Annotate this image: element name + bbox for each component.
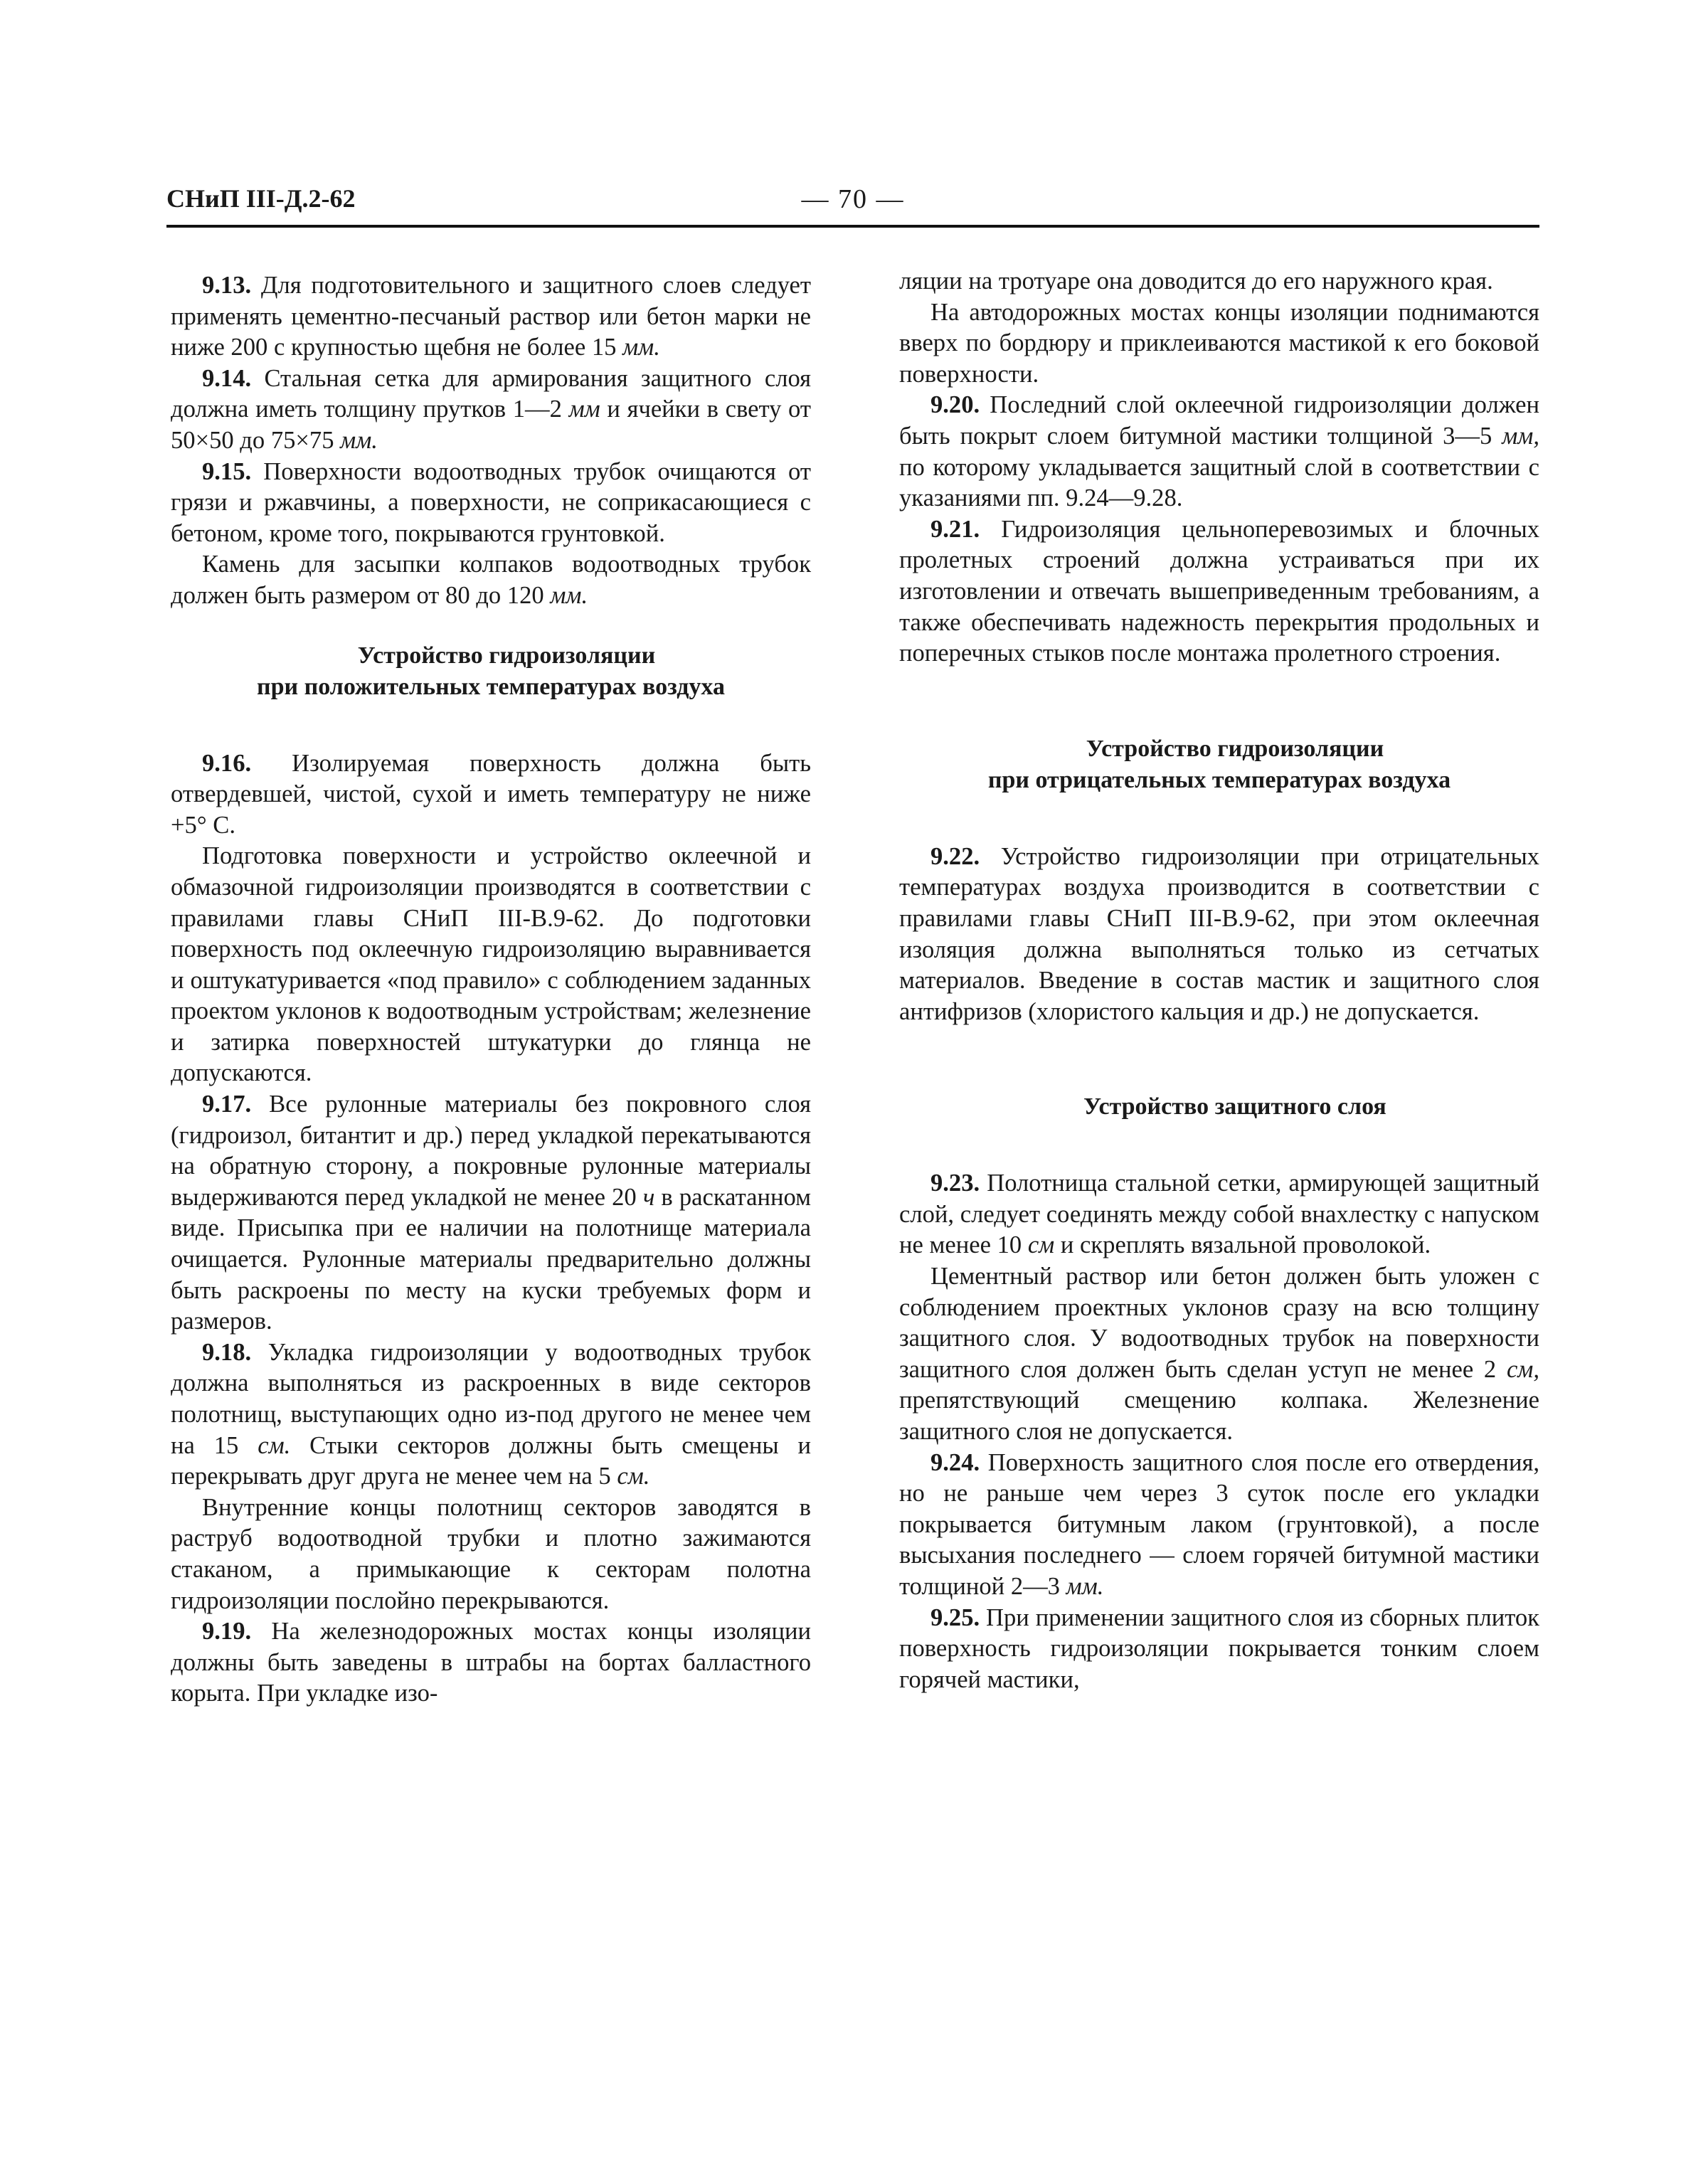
paragraph-text: Изолируемая поверхность должна быть отвердевшей, чистой, сухой и иметь температуру не ниже +5° С.	[171, 749, 811, 839]
header-rule	[166, 225, 1539, 228]
document-code: СНиП III-Д.2-62	[166, 184, 356, 213]
paragraph-text: Устройство гидроизоляции при отрицательных температурах воздуха производится в соответствии с правилами главы СНиП III-В.9-62, при этом оклеечная изоляция должна выполняться только из сетчатых материалов. Введение в состав мастик и защитного слоя антифризов (хлористого кальция и др.) не допускается.	[899, 842, 1539, 1025]
unit: мм,	[1502, 422, 1539, 450]
paragraph-9-19-continued	[899, 266, 1539, 297]
right-column	[899, 266, 1539, 1695]
paragraph-text: На железнодорожных мостах концы изоляции должны быть заведены в штрабы на бортах балластного корыта. При укладке изо-	[171, 1618, 811, 1707]
paragraph-number: 9.15.	[202, 457, 252, 485]
paragraph-9-13	[171, 270, 811, 364]
paragraph-number: 9.16.	[202, 749, 252, 777]
paragraph-number: 9.18.	[202, 1338, 252, 1366]
paragraph-text: препятствующий смещению колпака. Железнение защитного слоя не допускается.	[899, 1387, 1539, 1446]
paragraph-text: по которому укладывается защитный слой в соответствии с указаниями пп. 9.24—9.28.	[899, 453, 1539, 512]
paragraph-number: 9.13.	[202, 272, 252, 299]
paragraph-text: Подготовка поверхности и устройство оклеечной и обмазочной гидроизоляции производятся в соответствии с правилами главы СНиП III-В.9-62. До подготовки поверхность под оклеечную гидроизоляцию выравнивается и оштукатуривается «под правило» с соблюдением заданных проектом уклонов к водоотводным устройствам; железнение и затирка поверхностей штукатурки до глянца не допускаются.	[171, 842, 811, 1087]
heading-line: при отрицательных температурах воздуха	[987, 766, 1451, 793]
paragraph-9-19	[171, 1616, 811, 1709]
paragraph-number: 9.14.	[202, 364, 252, 392]
unit: см.	[258, 1431, 291, 1459]
page-header	[166, 184, 1539, 226]
unit: см	[1027, 1231, 1055, 1259]
paragraph-number: 9.24.	[930, 1448, 980, 1476]
paragraph-text: и ячейки в свету от 50×50 до 75×75	[171, 396, 811, 454]
paragraph-9-14	[171, 364, 811, 457]
paragraph-text: На автодорожных мостах концы изоляции поднимаются вверх по бордюру и приклеиваются мастикой к его боковой поверхности.	[899, 298, 1539, 388]
left-column	[171, 270, 811, 1709]
section-heading	[899, 1091, 1539, 1123]
paragraph-text: Полотнища стальной сетки, армирующей защитный слой, следует соединять между собой внахлестку с напуском не менее 10	[899, 1170, 1539, 1259]
paragraph-text: Стальная сетка для армирования защитного слоя должна иметь толщину прутков 1—2	[171, 364, 811, 423]
paragraph-text: Поверхности водоотводных трубок очищаются от грязи и ржавчины, а поверхности, не соприкасающиеся с бетоном, кроме того, покрываются грунтовкой.	[171, 457, 811, 547]
paragraph-9-23	[899, 1168, 1539, 1261]
paragraph-9-17	[171, 1089, 811, 1337]
paragraph-text: и скреплять вязальной проволокой.	[1060, 1231, 1431, 1259]
unit: мм.	[550, 581, 588, 609]
paragraph-text: Поверхность защитного слоя после его отвердения, но не раньше чем через 3 суток после его укладки покрывается битумным лаком (грунтовкой), а после высыхания последнего — слоем горячей битумной мастики толщиной 2—3	[899, 1448, 1539, 1600]
heading-line: Устройство гидроизоляции	[357, 642, 656, 669]
heading-line: Устройство гидроизоляции	[1086, 735, 1384, 762]
unit: см.	[617, 1463, 650, 1490]
paragraph-number: 9.22.	[930, 842, 980, 870]
paragraph-text: Укладка гидроизоляции у водоотводных трубок должна выполняться из раскроенных в виде секторов полотнищ, выступающих одно из-под другого не менее чем на 15	[171, 1338, 811, 1459]
paragraph-9-21	[899, 514, 1539, 669]
paragraph-number: 9.23.	[930, 1170, 980, 1197]
page-number: — 70 —	[801, 184, 905, 214]
heading-line: при положительных температурах воздуха	[257, 673, 725, 700]
paragraph-text: Камень для засыпки колпаков водоотводных трубок должен быть размером от 80 до 120	[171, 551, 811, 609]
paragraph-number: 9.20.	[930, 391, 980, 419]
unit: мм	[568, 396, 600, 423]
paragraph-text: ляции на тротуаре она доводится до его наружного края.	[899, 267, 1493, 295]
paragraph-text: в раскатанном виде. Присыпка при ее наличии на полотнище материала очищается. Рулонные материалы предварительно должны быть раскроены по месту на куски требуемых форм и размеров.	[171, 1183, 811, 1335]
paragraph-text: При применении защитного слоя из сборных плиток поверхность гидроизоляции покрывается тонким слоем горячей мастики,	[899, 1603, 1539, 1693]
paragraph-number: 9.17.	[202, 1091, 252, 1118]
paragraph-9-23-mortar	[899, 1261, 1539, 1448]
paragraph-text: Цементный раствор или бетон должен быть уложен с соблюдением проектных уклонов сразу на всю толщину защитного слоя. У водоотводных трубок на поверхности защитного слоя должен быть сделан уступ не менее 2	[899, 1263, 1539, 1383]
paragraph-9-25	[899, 1603, 1539, 1696]
unit: мм.	[1066, 1573, 1104, 1600]
paragraph-text: Последний слой оклеечной гидроизоляции должен быть покрыт слоем битумной мастики толщиной 3—5	[899, 391, 1540, 450]
paragraph-9-15-stone	[171, 549, 811, 611]
paragraph-text: Гидроизоляция цельноперевозимых и блочных пролетных строений должна устраиваться при их изготовлении и отвечать вышеприведенным требованиям, а также обеспечивать надежность перекрытия продольных и поперечных стыков после монтажа пролетного строения.	[899, 515, 1539, 667]
paragraph-9-18	[171, 1337, 811, 1493]
paragraph-number: 9.21.	[930, 515, 980, 543]
paragraph-9-18-ends	[171, 1493, 811, 1616]
paragraph-number: 9.19.	[202, 1618, 252, 1645]
paragraph-text: Стыки секторов должны быть смещены и перекрывать друг друга не менее чем на 5	[171, 1431, 811, 1490]
section-heading	[171, 640, 811, 703]
paragraph-9-15	[171, 457, 811, 550]
paragraph-9-24	[899, 1448, 1539, 1603]
unit: см,	[1506, 1355, 1539, 1383]
heading-line: Устройство защитного слоя	[1083, 1093, 1386, 1120]
paragraph-9-20	[899, 390, 1539, 514]
unit: мм.	[622, 334, 660, 361]
paragraph-text: Для подготовительного и защитного слоев следует применять цементно-песчаный раствор или бетон марки не ниже 200 с крупностью щебня не более 15	[171, 272, 811, 361]
paragraph-9-19-road-bridges	[899, 297, 1539, 391]
unit: ч	[642, 1183, 655, 1211]
paragraph-text: Все рулонные материалы без покровного слоя (гидроизол, битантит и др.) перед укладкой перекатываются на обратную сторону, а покровные рулонные материалы выдерживаются перед укладкой не менее 20	[171, 1091, 812, 1211]
section-heading	[899, 733, 1539, 796]
paragraph-9-22	[899, 842, 1539, 1028]
paragraph-number: 9.25.	[930, 1603, 980, 1631]
paragraph-text: Внутренние концы полотнищ секторов заводятся в раструб водоотводной трубки и плотно зажимаются стаканом, а примыкающие к секторам полотна гидроизоляции послойно перекрываются.	[171, 1493, 811, 1614]
paragraph-9-16	[171, 748, 811, 842]
unit: мм.	[340, 426, 378, 454]
paragraph-9-16-preparation	[171, 841, 811, 1089]
